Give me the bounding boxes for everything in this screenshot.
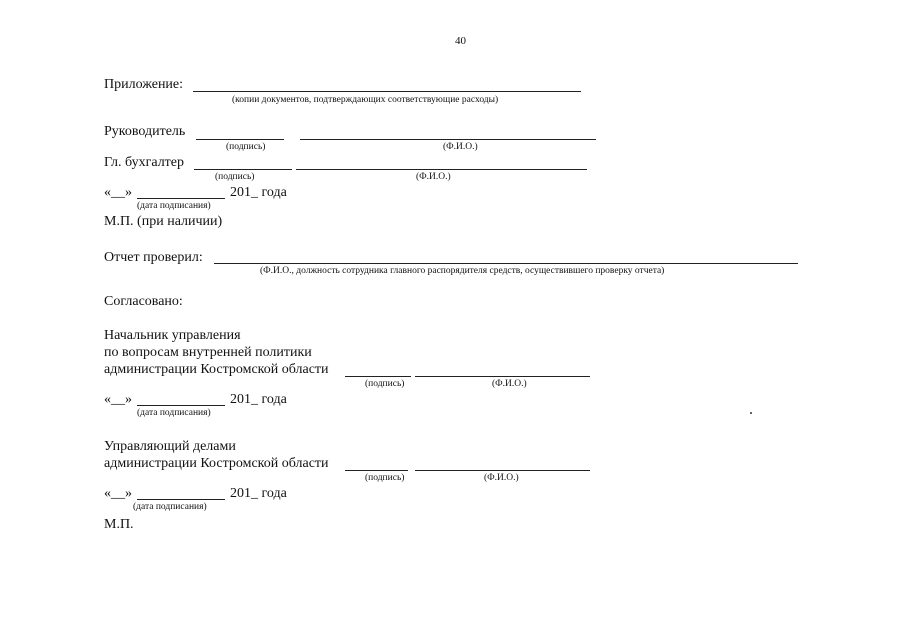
chief-signature-line <box>345 376 411 377</box>
manager-signature-caption: (подпись) <box>365 473 405 483</box>
manager-signature-line <box>345 470 408 471</box>
manager-name-caption: (Ф.И.О.) <box>484 473 519 483</box>
head-signature-line <box>196 139 284 140</box>
head-signature-caption: (подпись) <box>226 142 266 152</box>
date3-caption: (дата подписания) <box>133 502 207 512</box>
head-name-line <box>300 139 596 140</box>
chief-title-line3: администрации Костромской области <box>104 362 329 377</box>
chief-title-line1: Начальник управления <box>104 328 241 343</box>
chief-name-line <box>415 376 590 377</box>
page-number: 40 <box>455 35 466 47</box>
manager-name-line <box>415 470 590 471</box>
date3-month-line <box>137 499 225 500</box>
stamp1: М.П. (при наличии) <box>104 214 223 229</box>
accountant-signature-caption: (подпись) <box>215 172 255 182</box>
head-name-caption: (Ф.И.О.) <box>443 142 478 152</box>
agreed-heading: Согласовано: <box>104 294 183 309</box>
date1-month-line <box>137 198 225 199</box>
date3-year: 201_ года <box>230 486 287 501</box>
accountant-name-caption: (Ф.И.О.) <box>416 172 451 182</box>
checked-caption: (Ф.И.О., должность сотрудника главного распорядителя средств, осуществившего проверку отчета) <box>260 266 665 276</box>
date2-year: 201_ года <box>230 392 287 407</box>
date1-day: «__» <box>104 185 132 200</box>
chief-name-caption: (Ф.И.О.) <box>492 379 527 389</box>
date2-month-line <box>137 405 225 406</box>
attachment-caption: (копии документов, подтверждающих соответствующие расходы) <box>232 95 499 105</box>
attachment-line <box>193 91 581 92</box>
date2-day: «__» <box>104 392 132 407</box>
date1-year: 201_ года <box>230 185 287 200</box>
manager-title-line1: Управляющий делами <box>104 439 236 454</box>
checked-label: Отчет проверил: <box>104 250 203 265</box>
attachment-label: Приложение: <box>104 77 184 92</box>
manager-title-line2: администрации Костромской области <box>104 456 329 471</box>
stray-dot <box>750 412 752 414</box>
date1-caption: (дата подписания) <box>137 201 211 211</box>
date3-day: «__» <box>104 486 132 501</box>
date2-caption: (дата подписания) <box>137 408 211 418</box>
chief-signature-caption: (подпись) <box>365 379 405 389</box>
accountant-signature-line <box>194 169 292 170</box>
accountant-label: Гл. бухгалтер <box>104 155 185 170</box>
checked-line <box>214 263 798 264</box>
head-label: Руководитель <box>104 124 186 139</box>
accountant-name-line <box>296 169 587 170</box>
stamp2: М.П. <box>104 517 134 532</box>
chief-title-line2: по вопросам внутренней политики <box>104 345 312 360</box>
